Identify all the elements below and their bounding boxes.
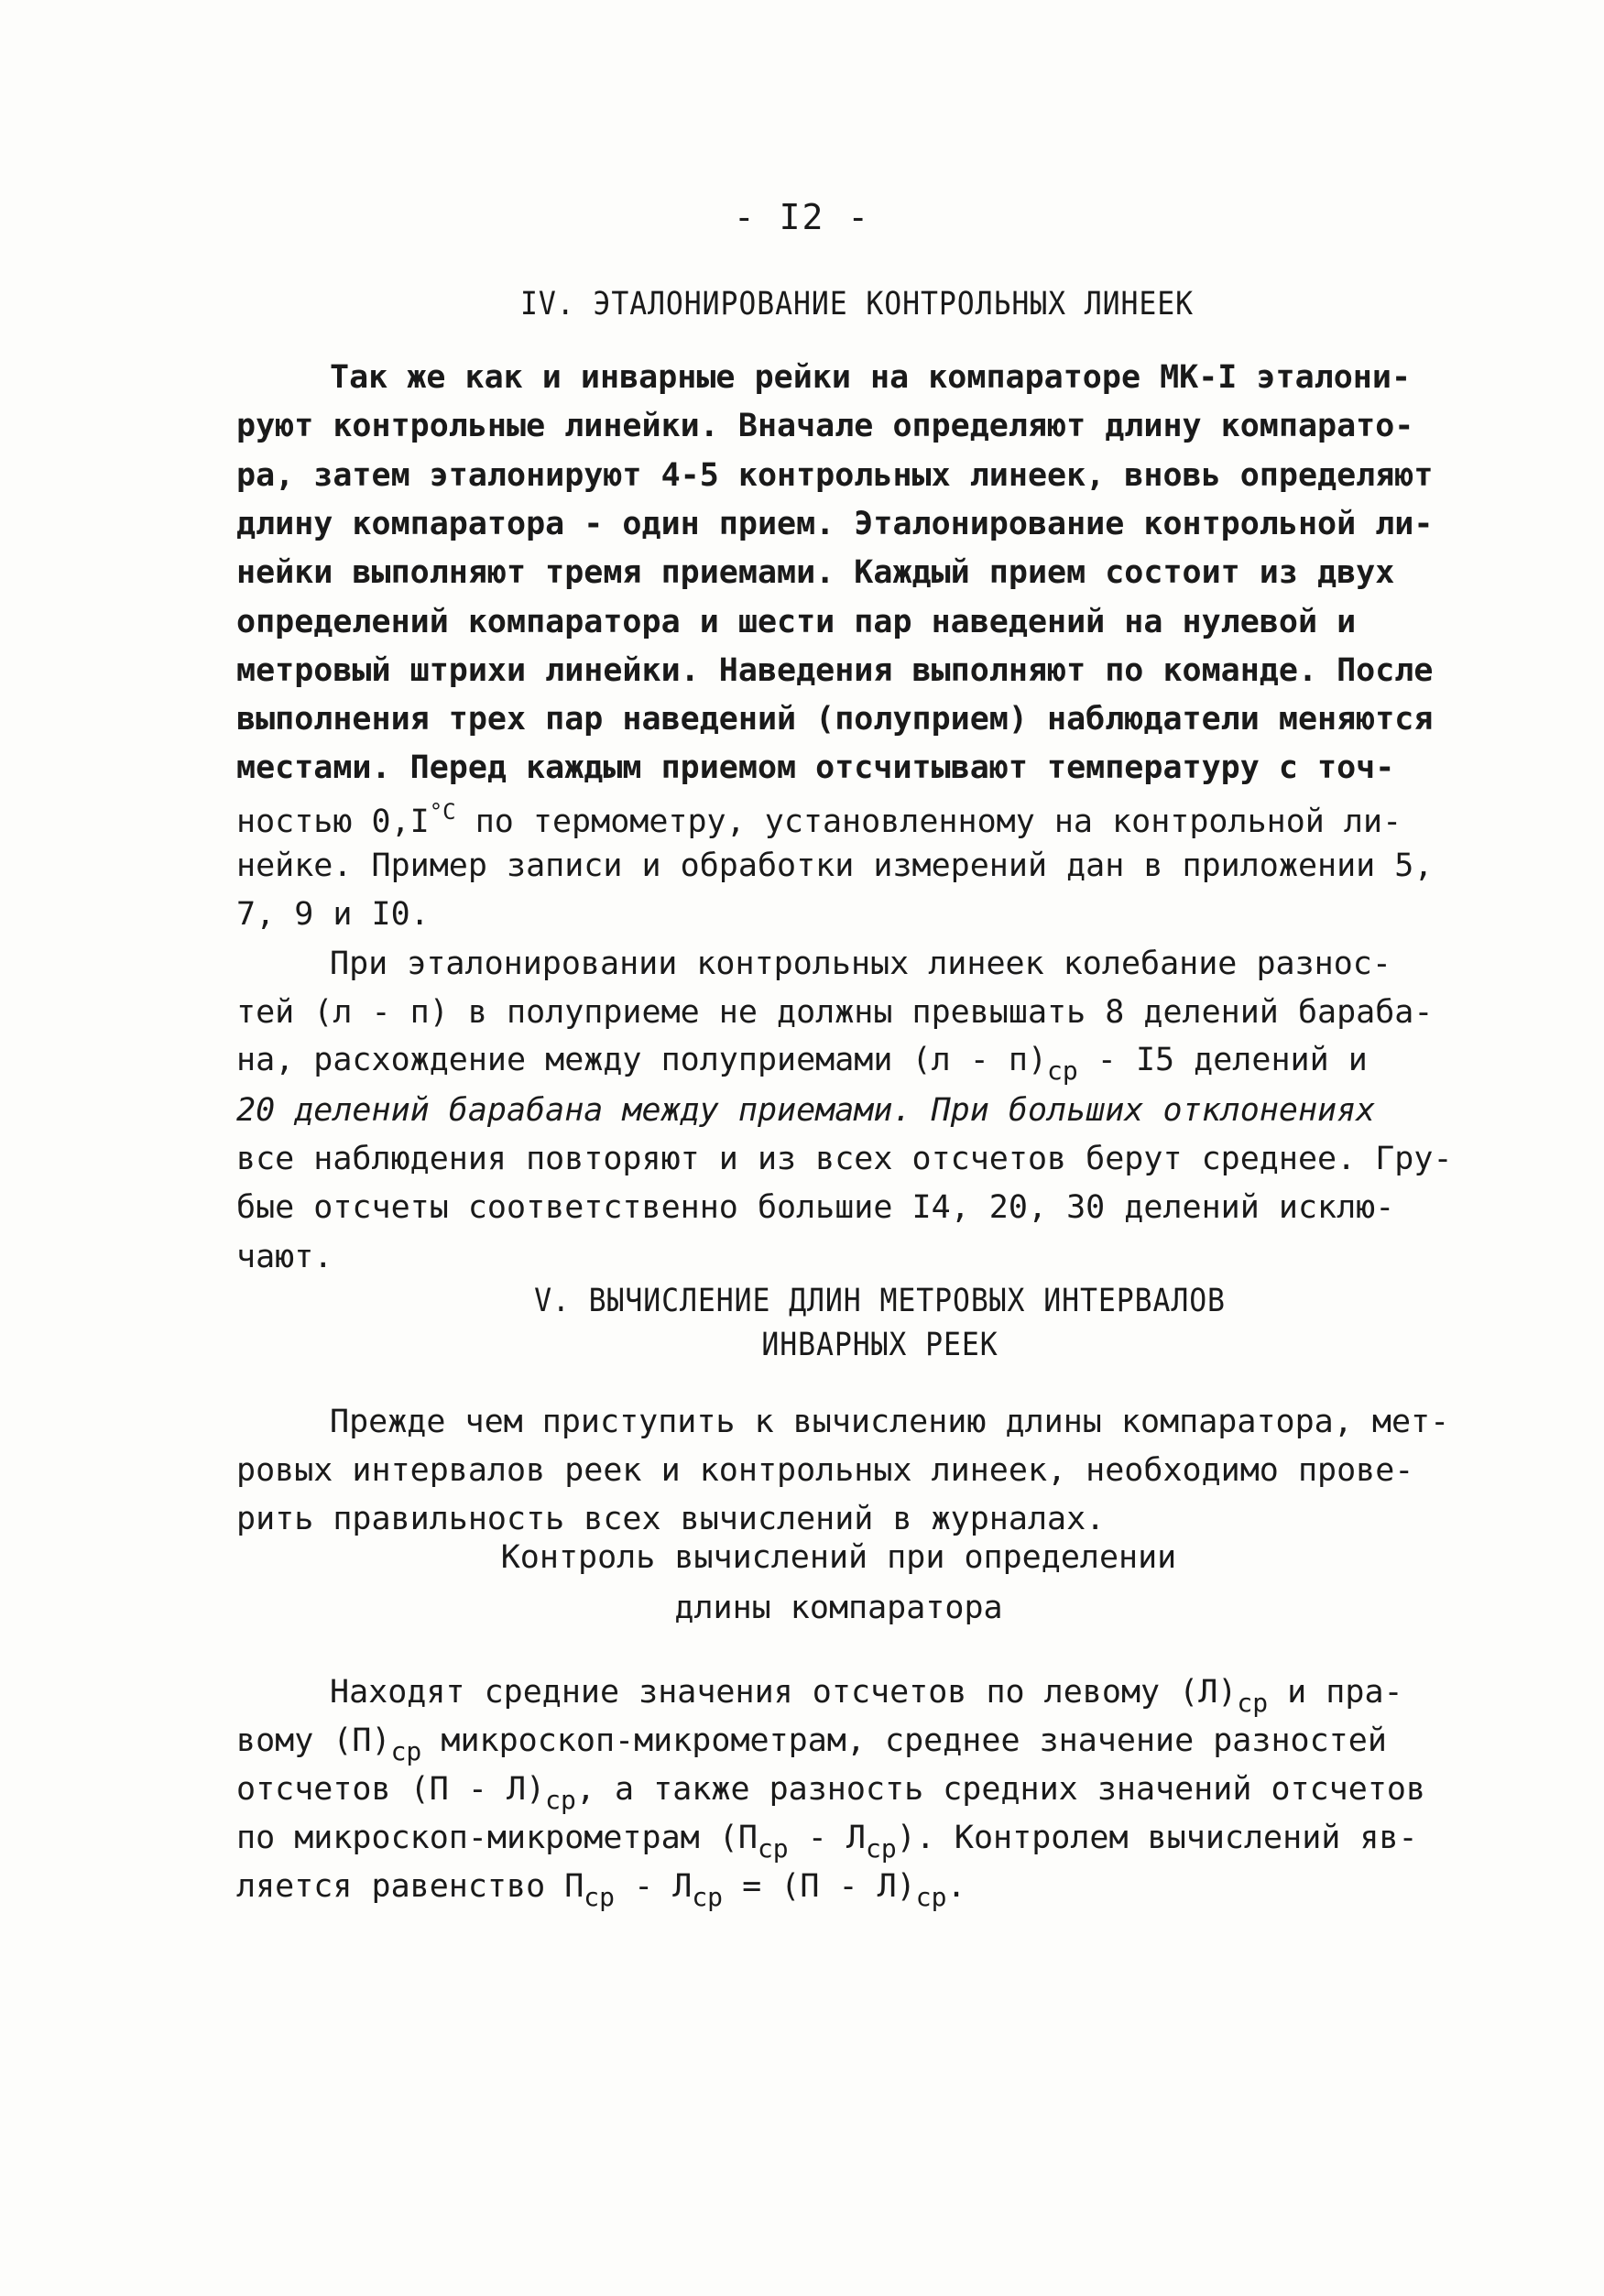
paragraph-line: ровых интервалов реек и контрольных линеек, необходимо прове- xyxy=(236,1452,1414,1489)
paragraph-line: метровый штрихи линейки. Наведения выполняют по команде. После xyxy=(236,652,1434,689)
paragraph-line: бые отсчеты соответственно большие I4, 20, 30 делений исклю- xyxy=(236,1189,1395,1226)
paragraph-line: При эталонировании контрольных линеек колебание разнос- xyxy=(330,946,1391,982)
subsection-heading-line2: длины компаратора xyxy=(674,1590,1003,1626)
subscript: ср xyxy=(865,1833,897,1864)
paragraph-line: длину компаратора - один прием. Эталонирование контрольной ли- xyxy=(236,506,1434,542)
paragraph-line: ра, затем эталонируют 4-5 контрольных линеек, вновь определяют xyxy=(236,457,1434,494)
text-segment: - I5 делений и xyxy=(1077,1042,1368,1078)
paragraph-line: тей (л - п) в полуприеме не должны превышать 8 делений бараба- xyxy=(236,994,1434,1031)
paragraph-line xyxy=(236,1771,1426,1815)
text-segment: , а также разность средних значений отсчетов xyxy=(575,1771,1426,1808)
text-segment: Находят средние значения отсчетов по левому (Л) xyxy=(330,1674,1238,1711)
subscript: ср xyxy=(692,1882,724,1912)
text-segment: . xyxy=(946,1868,966,1905)
subscript: ср xyxy=(584,1882,616,1912)
subscript: ср xyxy=(390,1736,422,1766)
page-number: - I2 - xyxy=(733,197,871,237)
paragraph-line xyxy=(236,1822,1418,1862)
text-segment: ). Контролем вычислений яв- xyxy=(896,1820,1418,1856)
paragraph-line: нейке. Пример записи и обработки измерений дан в приложении 5, xyxy=(236,847,1434,884)
paragraph-line: все наблюдения повторяют и из всех отсчетов берут среднее. Гру- xyxy=(236,1141,1453,1177)
text-segment: вому (П) xyxy=(236,1722,391,1759)
text-segment: и пра- xyxy=(1268,1674,1403,1711)
subscript: ср xyxy=(545,1785,576,1815)
subsection-heading: Контроль вычислений при определении xyxy=(500,1539,1177,1576)
text-segment: - Л xyxy=(788,1820,866,1856)
paragraph-line: местами. Перед каждым приемом отсчитывают температуру с точ- xyxy=(236,749,1395,786)
text-segment: ностью 0,I xyxy=(236,804,430,840)
paragraph-line xyxy=(236,801,1402,838)
text-segment: ляется равенство П xyxy=(236,1868,584,1905)
paragraph-line xyxy=(236,1722,1387,1766)
text-segment: по микроскоп-микрометрам (П xyxy=(236,1820,758,1856)
paragraph-line: рить правильность всех вычислений в журналах. xyxy=(236,1501,1106,1537)
paragraph-line xyxy=(236,1044,1368,1084)
paragraph-line: определений компаратора и шести пар наведений на нулевой и xyxy=(236,604,1357,640)
text-segment: - Л xyxy=(615,1868,693,1905)
text-segment: отсчетов (П - Л) xyxy=(236,1771,546,1808)
subscript: ср xyxy=(1237,1688,1269,1718)
subscript: ср xyxy=(757,1833,789,1864)
paragraph-line: 7, 9 и I0. xyxy=(236,896,430,933)
paragraph-line: Прежде чем приступить к вычислению длины компаратора, мет- xyxy=(330,1404,1450,1440)
text-segment: микроскоп-микрометрам, среднее значение разностей xyxy=(421,1722,1387,1759)
paragraph-line: 20 делений барабана между приемами. При больших отклонениях xyxy=(236,1092,1376,1129)
paragraph-line: нейки выполняют тремя приемами. Каждый прием состоит из двух xyxy=(236,554,1395,591)
section-5-title-line2: ИНВАРНЫХ РЕЕК xyxy=(761,1327,998,1363)
paragraph-line xyxy=(330,1674,1403,1718)
subscript: ср xyxy=(1047,1055,1078,1086)
text-segment: на, расхождение между полуприемами (л - п) xyxy=(236,1042,1048,1078)
degree-unit: °C xyxy=(429,799,456,825)
section-5-title: V. ВЫЧИСЛЕНИЕ ДЛИН МЕТРОВЫХ ИНТЕРВАЛОВ xyxy=(534,1283,1226,1319)
section-4-title: IV. ЭТАЛОНИРОВАНИЕ КОНТРОЛЬНЫХ ЛИНЕЕК xyxy=(520,286,1194,323)
paragraph-line: руют контрольные линейки. Вначале определяют длину компарато- xyxy=(236,408,1414,444)
subscript: ср xyxy=(915,1882,947,1912)
paragraph-line: выполнения трех пар наведений (полуприем) наблюдатели меняются xyxy=(236,701,1434,738)
text-segment: по термометру, установленному на контрольной ли- xyxy=(455,804,1402,840)
paragraph-line: чают. xyxy=(236,1239,333,1275)
paragraph-line: Так же как и инварные рейки на компараторе МК-I эталони- xyxy=(330,359,1412,396)
paragraph-line xyxy=(236,1868,966,1912)
text-segment: = (П - Л) xyxy=(723,1868,916,1905)
